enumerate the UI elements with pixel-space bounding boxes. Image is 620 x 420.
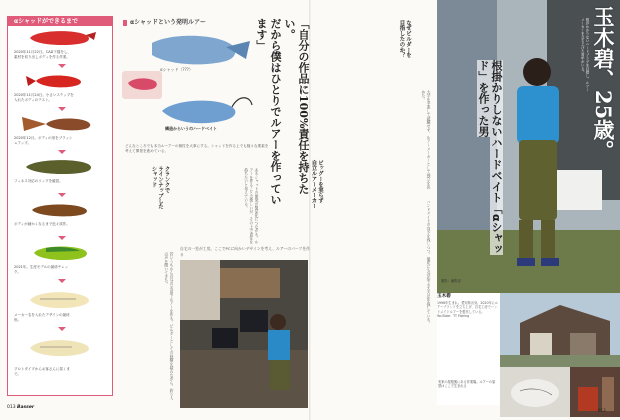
- step-note-5: ボディが細かくなるまで色々試作。: [14, 222, 70, 226]
- lure-brown-skirt: [16, 115, 98, 133]
- bottom-caption: 実家の屋根裏にある作業場。ルアーの原型はここで生まれる: [438, 380, 496, 389]
- step-note-2: 2020年11月24日。小さいステップを入れたボディのテスト。: [14, 93, 74, 102]
- arrow-down-icon: [58, 327, 66, 331]
- photo-credit: 撮影：編集部: [441, 279, 461, 283]
- pull-quote: 「自分の作品に100%責任を持ちたい。 だから僕はひとりでルアーを作っています」: [255, 18, 310, 205]
- arrow-down-icon: [58, 107, 66, 111]
- signed-lure-photo: [500, 367, 570, 417]
- folio-right: 013: [598, 408, 606, 413]
- lure-cream-signed: [16, 289, 98, 311]
- hero-lead: 根掛かりしないハードベイト「αシャッド」を作った男: [477, 60, 503, 255]
- house-photo: [500, 293, 620, 367]
- subhead-crank-shad: クランクで ラインナップした シャッド: [150, 166, 170, 210]
- step-note-7: メーカー名を入れたデザインの最終形。: [14, 313, 70, 322]
- lure-red-prototype: [16, 29, 98, 47]
- workshop-caption: 自宅の一室が工房。ここでPCに向かいデザインを考え、ルアーのパーツを作る: [180, 246, 310, 257]
- alpha-shad-product-photo: [120, 25, 260, 133]
- arrow-down-icon: [58, 236, 66, 240]
- lure-olive: [16, 158, 98, 176]
- body-column-4: ハンドメイドの良さを残しつつ、量産にも対応できる方法を探している。: [427, 200, 432, 326]
- lure-red-frog: [16, 72, 98, 90]
- subhead-independent-maker: ビッグーを実らず 自立ルアーメーカー: [310, 160, 323, 209]
- arrow-down-icon: [58, 193, 66, 197]
- product-heading: αシャッドという発明ルアー: [123, 17, 243, 26]
- arrow-down-icon: [58, 150, 66, 154]
- lure-brown: [16, 201, 98, 219]
- body-column-3: 大学を卒業して就職せず、ルアーメーカーとして独立を決めた。: [421, 90, 432, 189]
- product-description: どんなところでも本当ルーアーの個性を大事にする。シャッドを作る上でも様々な要素を考えて開発を進めている。: [125, 144, 269, 153]
- profile-name: 玉木碧: [437, 294, 451, 299]
- lure-process-sidebar: [7, 16, 113, 396]
- inset-label: 構造からいうのハードベイト: [165, 126, 217, 131]
- intro-text: 根がかかりないハードプラグを目指し、ルアーメーカーを立ち上げた青年がいる。: [581, 18, 590, 92]
- product-label: αシャッド（???）: [160, 67, 193, 72]
- arrow-down-icon: [58, 279, 66, 283]
- step-note-4: フィネス対応のリップを確認。: [14, 179, 63, 183]
- subhead-why-builder: なぜビルダーを 目指したのか？: [398, 20, 411, 58]
- step-note-6: 2021年。生産モデルの最終チェック。: [14, 265, 69, 274]
- step-note-8: プロトタイプからお客さんに届くまで。: [14, 367, 70, 376]
- profile-details: 1996年生まれ。愛知県出身。2020年にルアーブランドを立ち上げ、自宅工房でハンドメイドルアーを製作している。YouTube：TT Fishing: [437, 301, 499, 319]
- lure-cream-final: [16, 337, 98, 359]
- body-column-2: 若いうちから自分の名前でルアーを作る。ビルダーとしての経験を積みながら、釣り人の声を聞いてきた。: [164, 252, 175, 401]
- sidebar-title: αシャッドができるまで: [8, 17, 112, 26]
- lure-green-yellow: [16, 244, 98, 262]
- step-note-3: 2020年12月。ボディの形をブラッシュアップ。: [14, 136, 73, 145]
- hero-title: 玉木碧、25歳。: [591, 6, 616, 162]
- arrow-down-icon: [58, 64, 66, 68]
- attic-photo: [570, 367, 620, 417]
- folio-left: 013 Basser: [7, 405, 35, 410]
- step-note-1: 2020年11月22日。CAD下描をし、素材を切り出しボディを作る作業。: [14, 50, 71, 59]
- body-column-1: あるシャッドの開発が製品化につながる。ルアーを作ることは楽しいが、その上で責任を持ちたいと考えている。: [244, 168, 260, 244]
- workshop-photo: [180, 260, 308, 408]
